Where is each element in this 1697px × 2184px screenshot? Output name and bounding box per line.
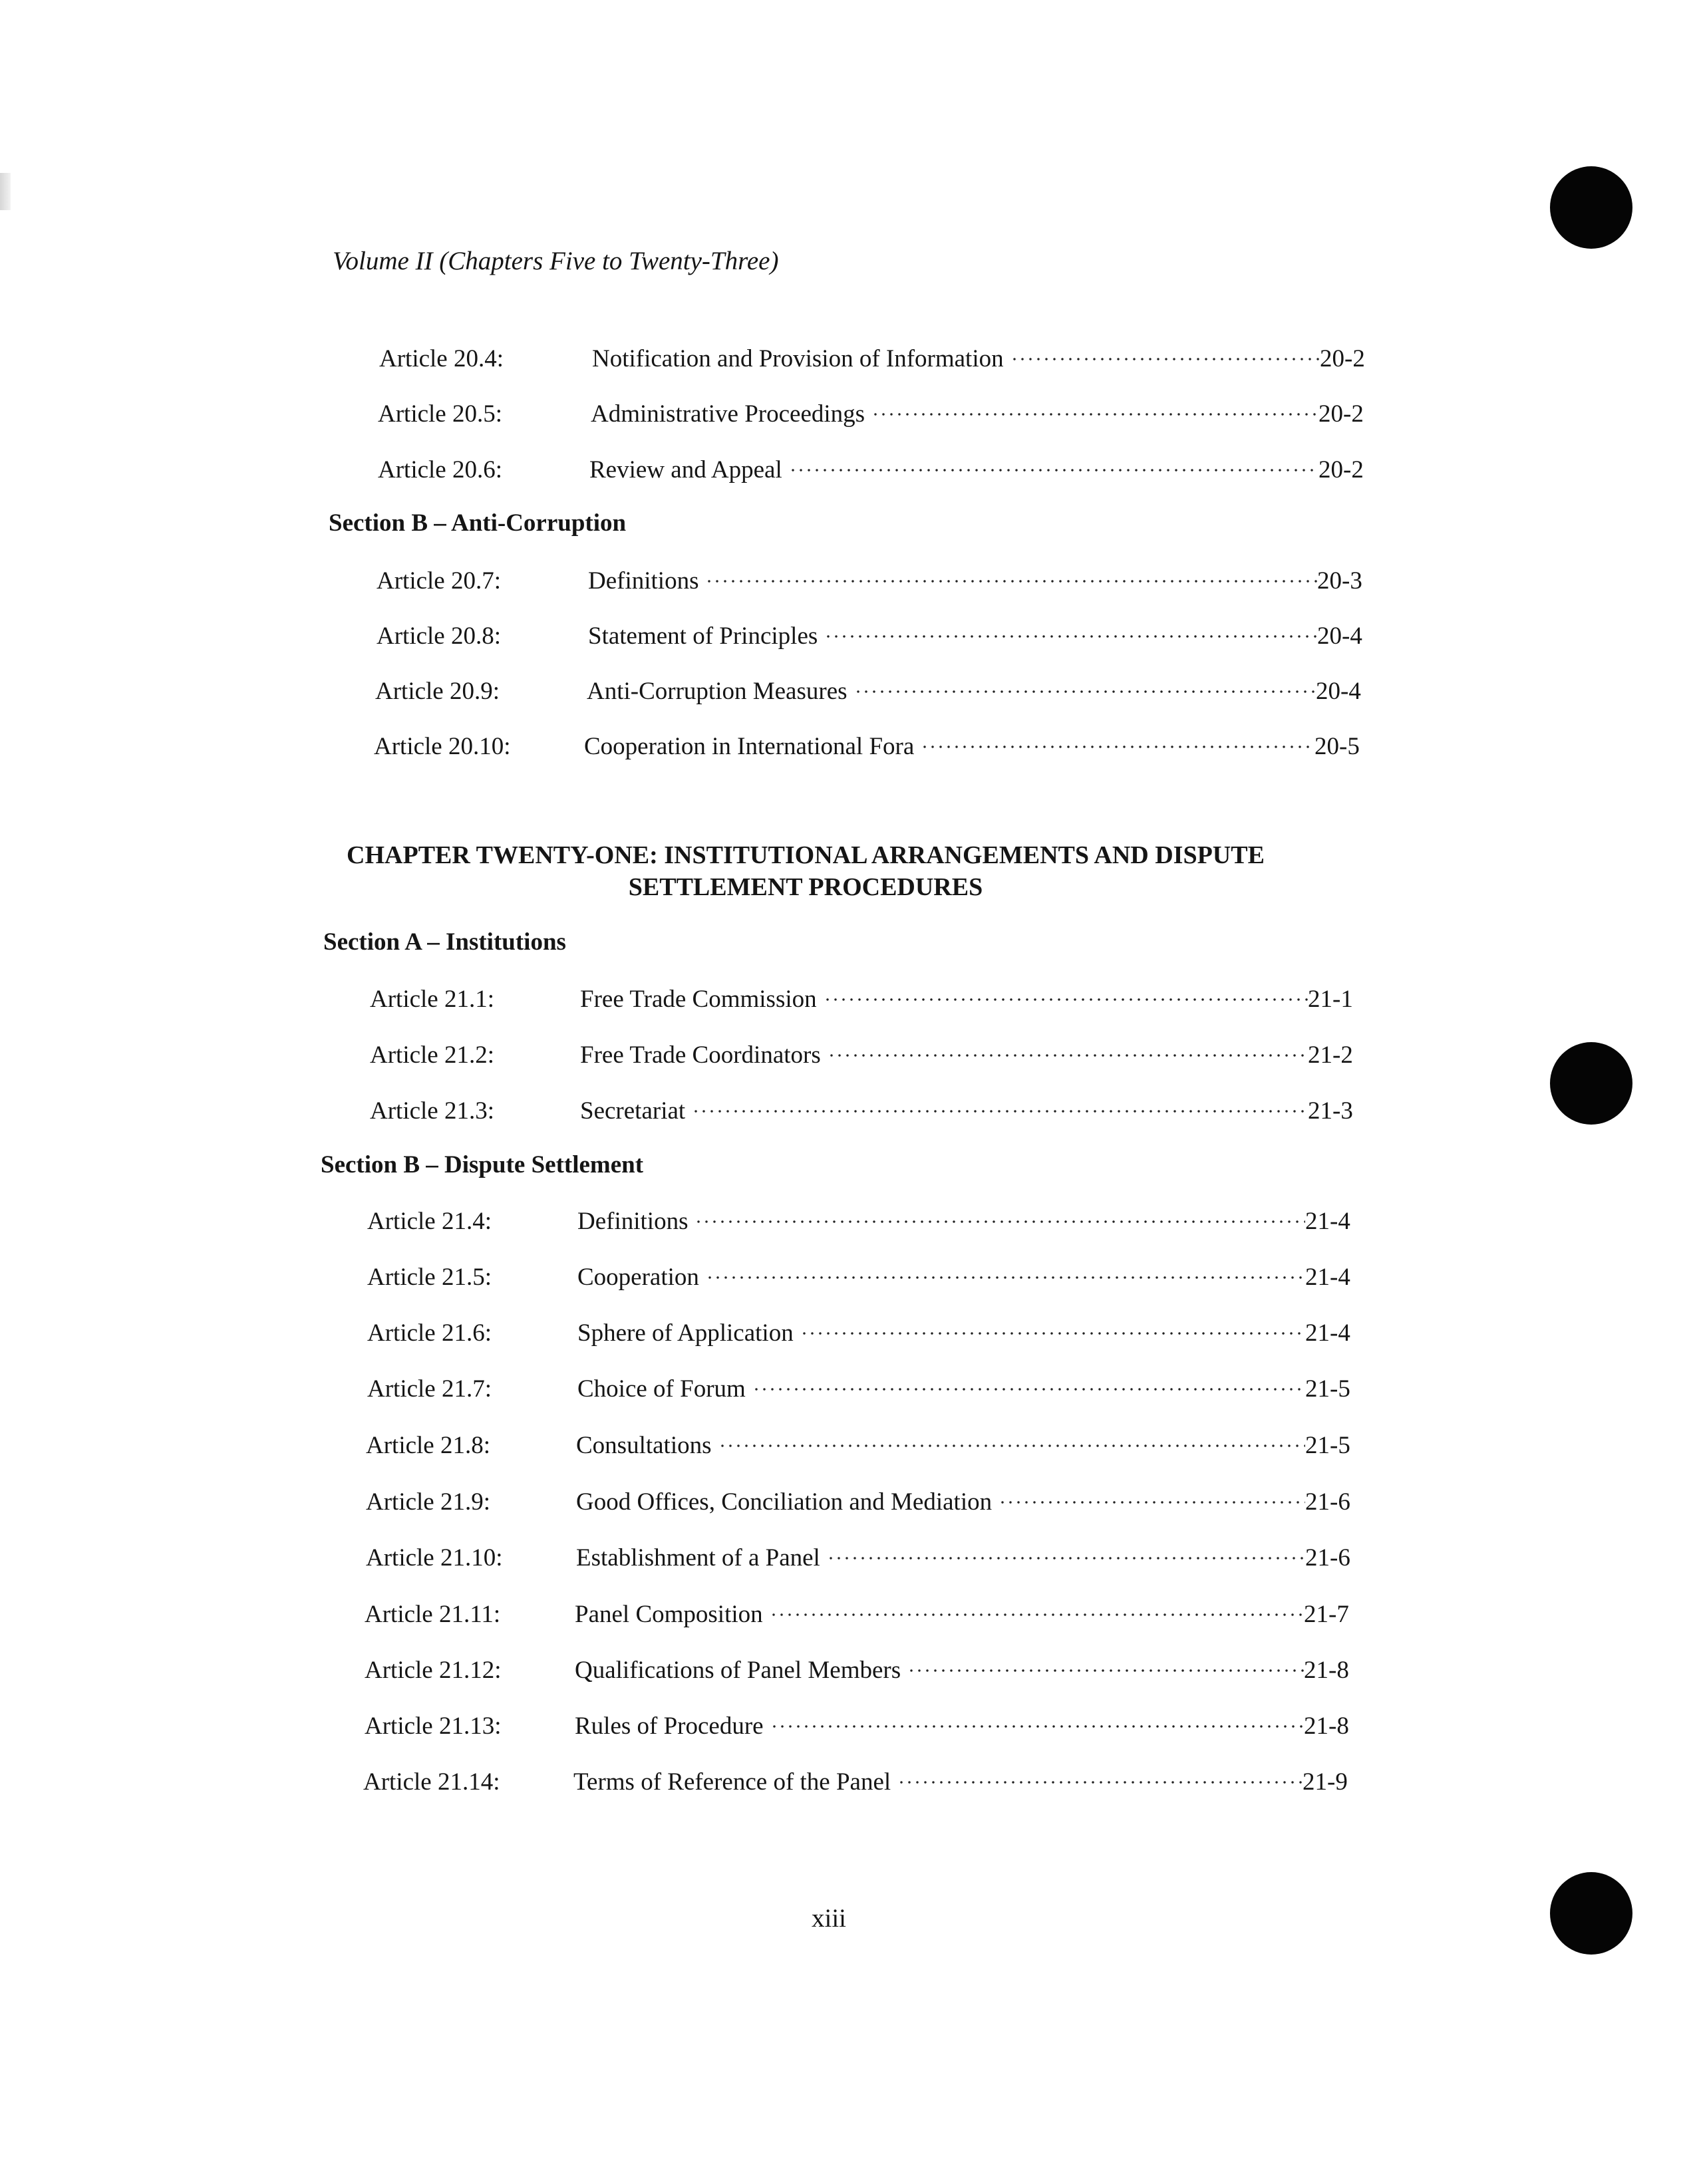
dot-leader xyxy=(770,1722,1304,1730)
article-title: Free Trade Commission xyxy=(580,986,817,1013)
toc-entry-article-21-10 xyxy=(366,1542,1350,1575)
title-leader xyxy=(576,1429,1305,1462)
punch-hole-bottom xyxy=(1550,1872,1632,1955)
dot-leader xyxy=(897,1778,1303,1786)
article-title: Statement of Principles xyxy=(588,622,818,650)
title-leader xyxy=(575,1710,1304,1743)
running-header: Volume II (Chapters Five to Twenty-Three) xyxy=(333,247,779,275)
toc-entry-article-21-4 xyxy=(367,1205,1352,1238)
toc-entry-article-21-11 xyxy=(365,1598,1349,1631)
title-leader xyxy=(580,1095,1308,1128)
toc-entry-article-21-12 xyxy=(365,1654,1349,1687)
article-number: Article 20.5: xyxy=(378,400,503,428)
title-leader xyxy=(577,1261,1305,1294)
article-number: Article 21.5: xyxy=(367,1264,492,1291)
page-reference: 21-2 xyxy=(1308,1041,1353,1069)
toc-entry-article-21-1 xyxy=(370,983,1354,1016)
page-reference: 20-4 xyxy=(1316,678,1361,705)
toc-entry-article-21-8 xyxy=(366,1429,1350,1462)
article-title: Secretariat xyxy=(580,1097,686,1125)
title-leader xyxy=(592,342,1320,376)
dot-leader xyxy=(692,1107,1308,1115)
page-reference: 21-6 xyxy=(1305,1544,1350,1571)
dot-leader xyxy=(770,1611,1304,1619)
page-reference: 20-4 xyxy=(1317,622,1362,650)
title-leader xyxy=(584,730,1314,763)
dot-leader xyxy=(752,1385,1305,1393)
article-title: Terms of Reference of the Panel xyxy=(573,1768,891,1796)
title-leader xyxy=(576,1486,1305,1519)
article-number: Article 21.11: xyxy=(365,1601,501,1628)
article-number: Article 20.10: xyxy=(374,733,511,760)
punch-hole-top xyxy=(1550,166,1632,249)
article-title: Good Offices, Conciliation and Mediation xyxy=(576,1488,993,1516)
page-reference: 20-3 xyxy=(1317,567,1362,595)
toc-entry-article-21-3 xyxy=(370,1095,1354,1128)
toc-entry-article-20-6 xyxy=(378,454,1362,487)
article-number: Article 21.8: xyxy=(366,1432,491,1459)
dot-leader xyxy=(718,1442,1305,1450)
title-leader xyxy=(587,675,1316,708)
article-number: Article 21.9: xyxy=(366,1488,491,1516)
page-reference: 21-8 xyxy=(1304,1657,1349,1684)
page-reference: 21-3 xyxy=(1308,1097,1353,1125)
title-leader xyxy=(580,983,1308,1016)
title-leader xyxy=(577,1373,1305,1406)
page-reference: 21-4 xyxy=(1305,1319,1350,1347)
section-heading-anti-corruption: Section B – Anti-Corruption xyxy=(329,509,627,537)
page-reference: 20-2 xyxy=(1318,400,1364,428)
page-reference: 20-5 xyxy=(1314,733,1360,760)
title-leader xyxy=(588,620,1317,653)
chapter-heading-line-1: CHAPTER TWENTY-ONE: INSTITUTIONAL ARRANGEMENTS AND DISPUTE xyxy=(347,841,1265,869)
article-number: Article 21.1: xyxy=(370,986,495,1013)
article-title: Choice of Forum xyxy=(577,1375,746,1403)
punch-hole-middle xyxy=(1550,1042,1632,1125)
toc-entry-article-21-13 xyxy=(365,1710,1349,1743)
article-number: Article 20.7: xyxy=(377,567,502,595)
article-number: Article 20.9: xyxy=(375,678,500,705)
toc-entry-article-20-7 xyxy=(377,565,1361,598)
article-number: Article 21.3: xyxy=(370,1097,495,1125)
article-number: Article 20.8: xyxy=(377,622,502,650)
article-number: Article 21.4: xyxy=(367,1208,492,1235)
dot-leader xyxy=(827,1554,1305,1562)
chapter-heading-line-2: SETTLEMENT PROCEDURES xyxy=(628,873,983,901)
dot-leader xyxy=(907,1667,1304,1675)
dot-leader xyxy=(854,688,1316,696)
toc-entry-article-20-4 xyxy=(379,342,1364,376)
title-leader xyxy=(573,1766,1303,1799)
title-leader xyxy=(589,454,1318,487)
dot-leader xyxy=(1010,355,1320,363)
article-title: Administrative Proceedings xyxy=(591,400,865,428)
article-title: Cooperation in International Fora xyxy=(584,733,915,760)
page-reference: 21-8 xyxy=(1304,1712,1349,1740)
page-reference: 21-5 xyxy=(1305,1432,1350,1459)
toc-entry-article-21-2 xyxy=(370,1039,1354,1072)
page-reference: 20-2 xyxy=(1318,456,1364,483)
article-title: Definitions xyxy=(577,1208,689,1235)
article-number: Article 21.14: xyxy=(363,1768,500,1796)
page-reference: 21-1 xyxy=(1308,986,1353,1013)
article-title: Establishment of a Panel xyxy=(576,1544,820,1571)
article-title: Anti-Corruption Measures xyxy=(587,678,848,705)
dot-leader xyxy=(824,996,1308,1004)
article-title: Definitions xyxy=(588,567,699,595)
dot-leader xyxy=(921,743,1314,751)
dot-leader xyxy=(800,1329,1305,1337)
title-leader xyxy=(576,1542,1305,1575)
dot-leader xyxy=(694,1218,1305,1226)
article-title: Sphere of Application xyxy=(577,1319,794,1347)
section-heading-institutions: Section A – Institutions xyxy=(323,928,566,956)
scan-edge-mark xyxy=(0,173,11,210)
toc-entry-article-21-7 xyxy=(367,1373,1352,1406)
article-title: Free Trade Coordinators xyxy=(580,1041,821,1069)
toc-entry-article-21-6 xyxy=(367,1317,1352,1350)
article-title: Review and Appeal xyxy=(589,456,782,483)
article-title: Consultations xyxy=(576,1432,712,1459)
toc-entry-article-21-14 xyxy=(363,1766,1348,1799)
page-reference: 21-6 xyxy=(1305,1488,1350,1516)
article-title: Rules of Procedure xyxy=(575,1712,764,1740)
toc-entry-article-20-8 xyxy=(377,620,1361,653)
chapter-heading xyxy=(323,839,1288,903)
dot-leader xyxy=(999,1498,1305,1506)
article-number: Article 21.6: xyxy=(367,1319,492,1347)
page-number: xiii xyxy=(811,1904,846,1933)
page-reference: 21-4 xyxy=(1305,1264,1350,1291)
article-number: Article 20.6: xyxy=(378,456,503,483)
title-leader xyxy=(575,1598,1304,1631)
page-reference: 21-7 xyxy=(1304,1601,1349,1628)
toc-entry-article-20-9 xyxy=(375,675,1360,708)
article-title: Notification and Provision of Information xyxy=(592,345,1004,372)
title-leader xyxy=(588,565,1317,598)
article-number: Article 21.13: xyxy=(365,1712,502,1740)
article-number: Article 21.10: xyxy=(366,1544,503,1571)
page-reference: 20-2 xyxy=(1320,345,1365,372)
title-leader xyxy=(577,1205,1305,1238)
toc-entry-article-21-5 xyxy=(367,1261,1352,1294)
article-number: Article 21.12: xyxy=(365,1657,502,1684)
title-leader xyxy=(577,1317,1305,1350)
article-title: Cooperation xyxy=(577,1264,699,1291)
dot-leader xyxy=(705,577,1317,585)
article-number: Article 21.2: xyxy=(370,1041,495,1069)
toc-entry-article-20-10 xyxy=(374,730,1358,763)
article-title: Panel Composition xyxy=(575,1601,763,1628)
dot-leader xyxy=(824,632,1317,640)
dot-leader xyxy=(789,466,1318,474)
title-leader xyxy=(575,1654,1304,1687)
dot-leader xyxy=(871,410,1318,418)
title-leader xyxy=(591,398,1318,431)
page-reference: 21-4 xyxy=(1305,1208,1350,1235)
article-title: Qualifications of Panel Members xyxy=(575,1657,901,1684)
title-leader xyxy=(580,1039,1308,1072)
page-reference: 21-5 xyxy=(1305,1375,1350,1403)
dot-leader xyxy=(828,1051,1308,1059)
toc-entry-article-21-9 xyxy=(366,1486,1350,1519)
section-heading-dispute-settlement: Section B – Dispute Settlement xyxy=(321,1151,644,1178)
dot-leader xyxy=(706,1274,1305,1282)
page-reference: 21-9 xyxy=(1303,1768,1348,1796)
article-number: Article 21.7: xyxy=(367,1375,492,1403)
toc-entry-article-20-5 xyxy=(378,398,1362,431)
article-number: Article 20.4: xyxy=(379,345,504,372)
